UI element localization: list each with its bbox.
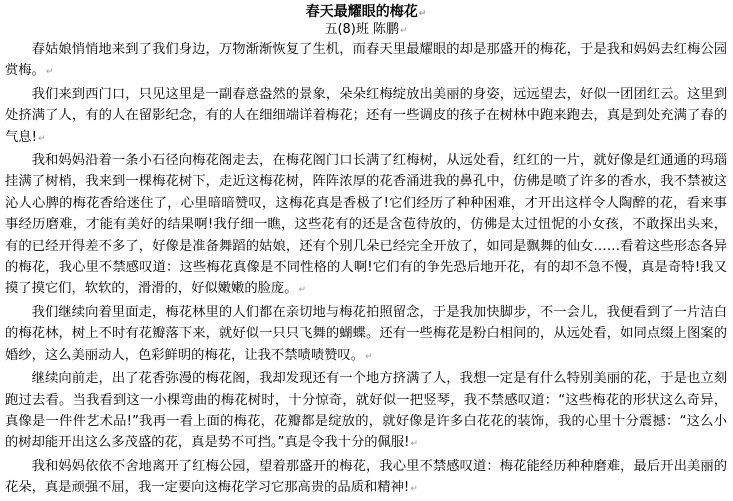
paragraph-mark-icon: ↵ xyxy=(410,484,418,495)
essay-paragraph-3 xyxy=(5,150,727,302)
paragraph-text: 继续向前走，出了花香弥漫的梅花阁，我却发现还有一个地方挤满了人，我想一定是有什么特别美丽的花，于是也立刻跑过去看。当我看到这一小棵弯曲的梅花树时，十分惊奇，就好似一把竖琴，我不禁感叹道：“这些梅花的形状这么奇异，真像是一件件艺术品!”我再一看上面的梅花，花瓣都是绽放的，就好像是许多白花花的装饰，我的心里十分震撼：“这么小的树却能开出这么多茂盛的花，真是势不可挡。”真是令我十分的佩服! xyxy=(5,371,727,451)
essay-title xyxy=(5,3,727,21)
essay-title-text: 春天最耀眼的梅花 xyxy=(305,4,418,20)
essay-paragraph-5 xyxy=(5,368,727,456)
paragraph-mark-icon: ↵ xyxy=(400,26,408,36)
paragraph-text: 我和妈妈依依不舍地离开了红梅公园，望着那盛开的梅花，我心里不禁感叹道：梅花能经历种种磨难，最后开出美丽的花朵，真是顽强不屈，我一定要向这梅花学习它那高贵的品质和精神! xyxy=(5,458,727,496)
essay-paragraph-4 xyxy=(5,302,727,368)
author-byline-text: 五(8)班 陈鹏 xyxy=(324,22,399,37)
author-byline xyxy=(5,21,727,39)
essay-paragraph-6 xyxy=(5,456,727,501)
essay-paragraph-2 xyxy=(5,84,727,150)
paragraph-mark-icon: ↵ xyxy=(365,351,373,362)
paragraph-mark-icon: ↵ xyxy=(37,133,46,144)
paragraph-text: 我们继续向着里面走，梅花林里的人们都在亲切地与梅花拍照留念，于是我加快脚步，不一会儿，我便看到了一片洁白的梅花林，树上不时有花瓣落下来，就好似一只只飞舞的蝴蝶。还有一些梅花是粉白相间的，从远处看，如同点缀上图案的婚纱，这么美丽动人，色彩鲜明的梅花，让我不禁啧啧赞叹。 xyxy=(5,304,727,363)
paragraph-mark-icon: ↵ xyxy=(410,439,419,450)
paragraph-text: 我们来到西门口，只见这里是一副春意盎然的景象，朵朵红梅绽放出美丽的身姿，远远望去，好似一团团红云。这里到处挤满了人，有的人在留影纪念，有的人在细细端详着梅花；还有一些调皮的孩子在树林中跑来跑去，真是到处充满了春的气息! xyxy=(5,86,727,145)
paragraph-mark-icon: ↵ xyxy=(298,285,307,296)
paragraph-mark-icon: ↵ xyxy=(45,67,54,78)
paragraph-mark-icon: ↵ xyxy=(418,9,427,19)
paragraph-text: 春姑娘悄悄地来到了我们身边，万物渐渐恢复了生机，而春天里最耀眼的却是那盛开的梅花，于是我和妈妈去红梅公园赏梅。 xyxy=(5,42,727,79)
paragraph-text: 我和妈妈沿着一条小石径向梅花阁走去，在梅花阁门口长满了红梅树，从远处看，红红的一片，就好像是红通通的玛瑙挂满了树梢，我来到一棵梅花树下，走近这梅花树，阵阵浓厚的花香涌进我的鼻孔中，仿佛是喷了许多的香水，我不禁被这沁人心脾的梅花香给迷住了，心里暗暗赞叹，这梅花真是香极了!它们经历了种种困难，才开出这样令人陶醉的花，看来事事经历磨难，才能有美好的结果啊!我仔细一瞧，这些花有的还是含苞待放的，仿佛是太过忸怩的小女孩，不敢探出头来，有的已经开得差不多了，好像是准备舞蹈的姑娘，还有个别几朵已经完全开放了，如同是飘舞的仙女……看着这些形态各异的梅花，我心里不禁感叹道：这些梅花真像是不同性格的人啊!它们有的争先恐后地开花，有的却不急不慢，真是奇特!我又摸了摸它们，软软的，滑滑的，好似嫩嫩的脸庞。 xyxy=(5,153,727,297)
essay-paragraph-1 xyxy=(5,39,727,84)
